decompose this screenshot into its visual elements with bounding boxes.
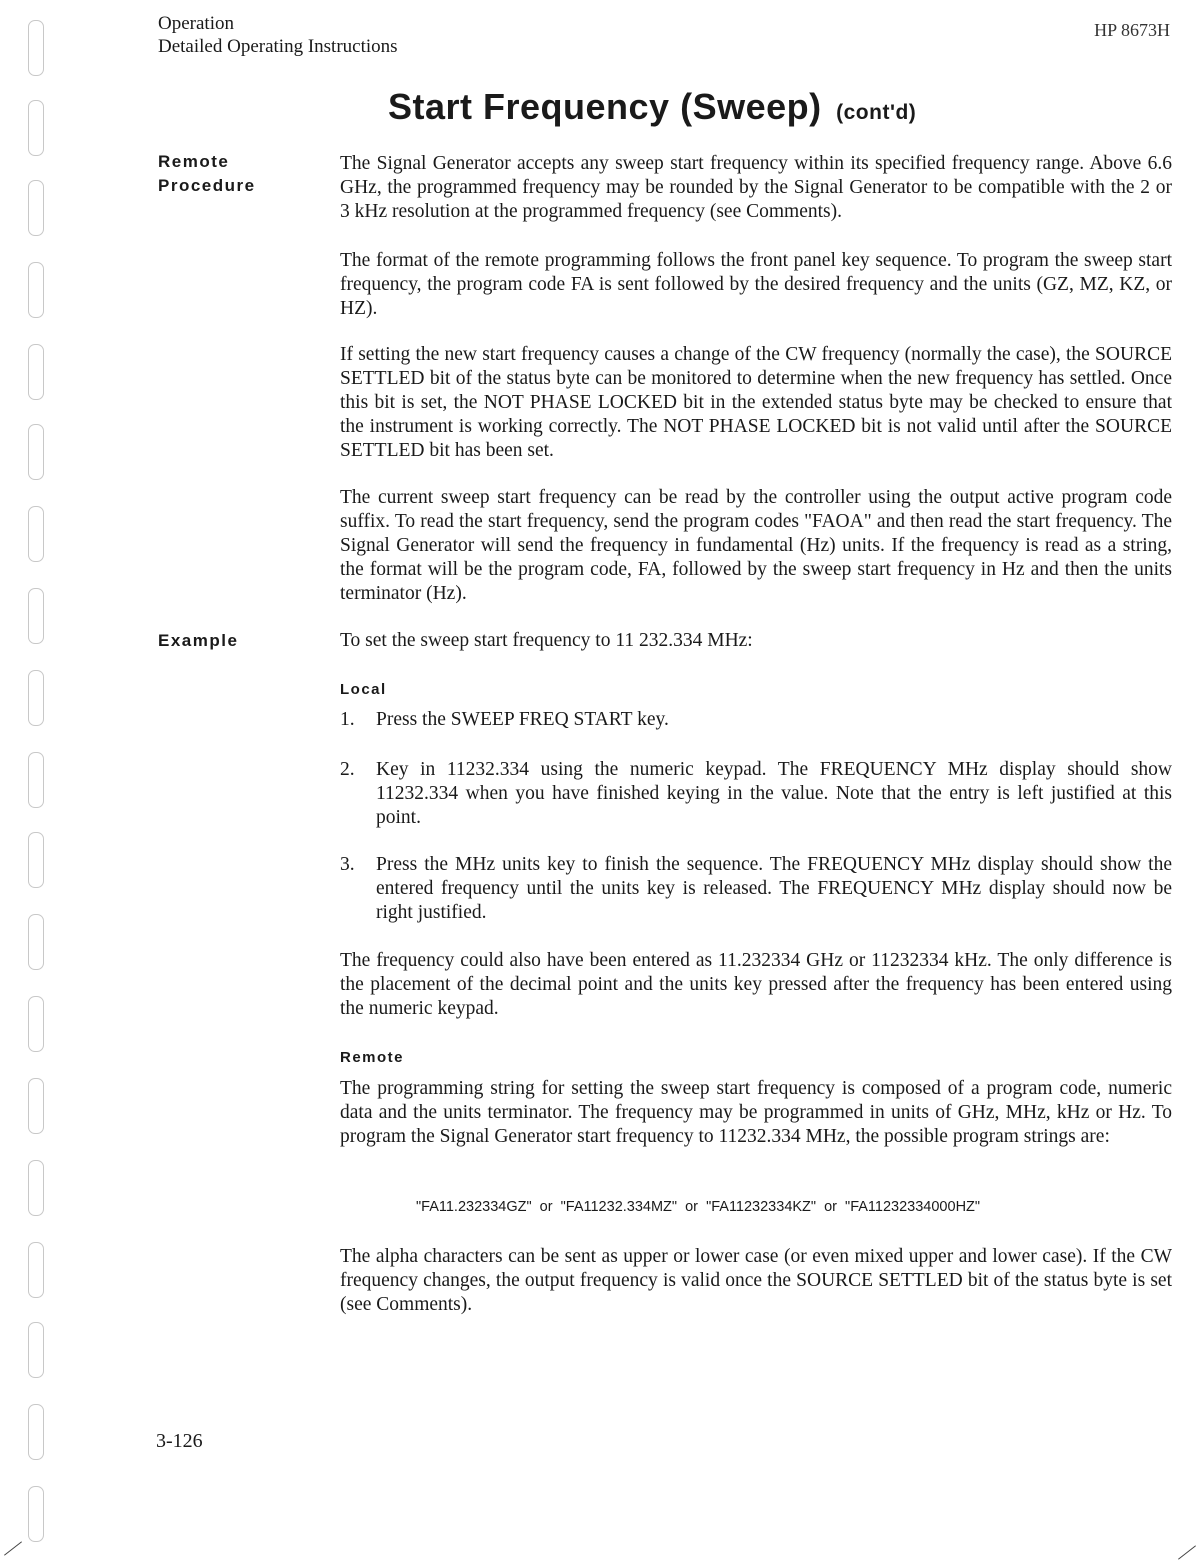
step-number: 1.	[340, 709, 355, 730]
local-heading: Local	[340, 681, 387, 698]
header-model: HP 8673H	[1094, 20, 1170, 40]
remote-procedure-heading: Remote Procedure	[158, 152, 256, 195]
step-number: 3.	[340, 854, 355, 875]
page-number: 3-126	[156, 1430, 203, 1452]
remote-paragraph: The programming string for setting the sweep start frequency is composed of a program code, numeric data and the units terminator. The frequency may be programmed in units of GHz, MHz, kHz or Hz. To program the Signal Generator start frequency to 11232.334 MHz, the possible program strings are:	[340, 1078, 1172, 1147]
header-subsection: Detailed Operating Instructions	[158, 36, 398, 57]
remote-procedure-paragraph-1: The Signal Generator accepts any sweep start frequency within its specified frequency range. Above 6.6 GHz, the programmed frequency may be rounded by the Signal Generator to be compatible with the 2 or 3 kHz resolution at the programmed frequency (see Comments).	[340, 153, 1172, 222]
binder-holes	[0, 0, 70, 1568]
remote-procedure-paragraph-2: The format of the remote programming follows the front panel key sequence. To program the sweep start frequency, the program code FA is sent followed by the desired frequency and the units (GZ, MZ, KZ, or HZ).	[340, 250, 1172, 319]
remote-procedure-paragraph-3: If setting the new start frequency causes a change of the CW frequency (normally the case), the SOURCE SETTLED bit of the status byte can be monitored to determine when the new frequency has settled. Once this bit is set, the NOT PHASE LOCKED bit in the extended status byte may be checked to ensure that the instrument is working correctly. The NOT PHASE LOCKED bit is not valid until after the SOURCE SETTLED bit has been set.	[340, 344, 1172, 461]
step-text: Key in 11232.334 using the numeric keypad. The FREQUENCY MHz display should show 11232.334 when you have finished keying in the value. Note that the entry is left justified at this point.	[376, 759, 1172, 828]
running-header	[158, 12, 398, 58]
example-intro: To set the sweep start frequency to 11 232.334 MHz:	[340, 630, 753, 651]
step-text: Press the MHz units key to finish the sequence. The FREQUENCY MHz display should show the entered frequency until the units key is released. The FREQUENCY MHz display should now be right justified.	[376, 854, 1172, 923]
remote-procedure-paragraph-4: The current sweep start frequency can be read by the controller using the output active program code suffix. To read the start frequency, send the program codes "FAOA" and then read the start frequency. The Signal Generator will send the frequency in fundamental (Hz) units. If the frequency is read as a string, the format will be the program code, FA, followed by the sweep start frequency in Hz and then the units terminator (Hz).	[340, 487, 1172, 604]
step-text: Press the SWEEP FREQ START key.	[376, 709, 669, 730]
local-note: The frequency could also have been entered as 11.232334 GHz or 11232334 kHz. The only difference is the placement of the decimal point and the units key pressed after the frequency has been entered using the numeric keypad.	[340, 950, 1172, 1019]
page-title	[388, 86, 916, 128]
local-section	[340, 678, 1172, 702]
step-1	[340, 708, 1172, 732]
page-title-main: Start Frequency (Sweep)	[388, 86, 822, 127]
example-heading: Example	[158, 631, 239, 650]
step-3	[340, 853, 1172, 925]
step-number: 2.	[340, 759, 355, 780]
program-strings: "FA11.232334GZ" or "FA11232.334MZ" or "FA11232334KZ" or "FA11232334000HZ"	[416, 1199, 981, 1215]
step-2	[340, 758, 1172, 830]
remote-closing: The alpha characters can be sent as upper or lower case (or even mixed upper and lower case). If the CW frequency changes, the output frequency is valid once the SOURCE SETTLED bit of the status byte is set (see Comments).	[340, 1246, 1172, 1315]
scan-mark-right	[1178, 1545, 1196, 1559]
page-title-suffix: (cont'd)	[836, 101, 917, 124]
remote-section	[340, 1046, 1172, 1070]
remote-heading: Remote	[340, 1049, 405, 1066]
header-section: Operation	[158, 13, 234, 34]
remote-procedure-body	[340, 152, 1172, 224]
